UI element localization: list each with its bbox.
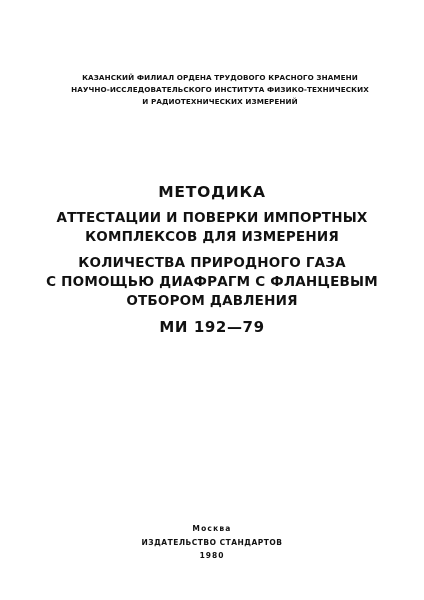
organization-header	[70, 72, 370, 108]
organization-line: КАЗАНСКИЙ ФИЛИАЛ ОРДЕНА ТРУДОВОГО КРАСНОГО ЗНАМЕНИ	[82, 73, 358, 82]
document-subtitle-line: КОМПЛЕКСОВ ДЛЯ ИЗМЕРЕНИЯ	[85, 229, 339, 245]
document-code: МИ 192—79	[159, 318, 265, 336]
document-subtitle-line: КОЛИЧЕСТВА ПРИРОДНОГО ГАЗА	[78, 255, 346, 271]
document-subtitle-line: ОТБОРОМ ДАВЛЕНИЯ	[126, 293, 298, 309]
document-subtitle-line: АТТЕСТАЦИИ И ПОВЕРКИ ИМПОРТНЫХ	[56, 210, 368, 226]
document-type-title: МЕТОДИКА	[158, 183, 266, 201]
publisher-name: ИЗДАТЕЛЬСТВО СТАНДАРТОВ	[141, 538, 283, 547]
publication-year: 1980	[199, 551, 225, 560]
document-subtitle-line: С ПОМОЩЬЮ ДИАФРАГМ С ФЛАНЦЕВЫМ	[46, 274, 378, 290]
organization-line: НАУЧНО-ИССЛЕДОВАТЕЛЬСКОГО ИНСТИТУТА ФИЗИКО-ТЕХНИЧЕСКИХ	[71, 85, 369, 94]
organization-line: И РАДИОТЕХНИЧЕСКИХ ИЗМЕРЕНИЙ	[142, 97, 298, 106]
publisher-city: Москва	[192, 524, 232, 533]
